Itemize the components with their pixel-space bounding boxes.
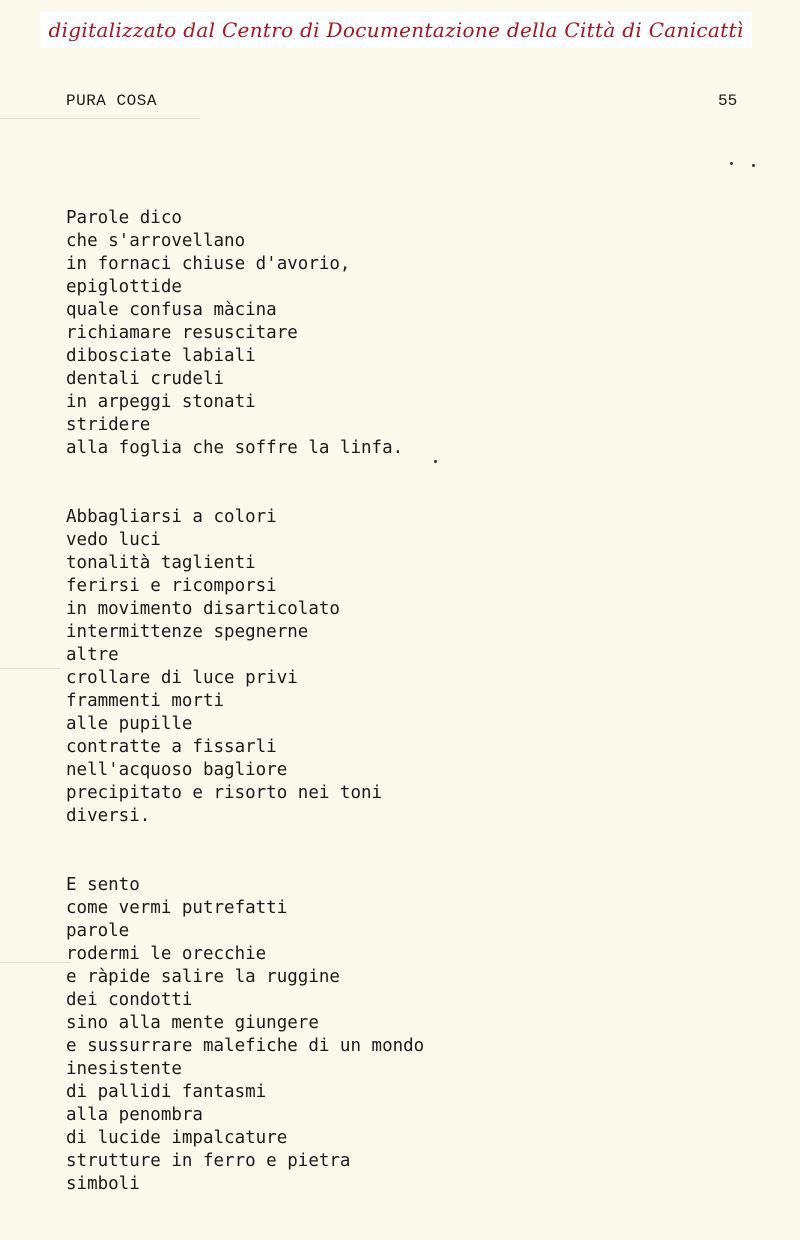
poem-line: alle pupille <box>66 714 193 734</box>
poem-line: nell'acquoso bagliore <box>66 760 288 780</box>
poem-line: frammenti morti <box>66 691 225 711</box>
poem-line: alla foglia che soffre la linfa. <box>66 438 404 458</box>
page-number: 55 <box>718 92 738 110</box>
poem-line: strutture in ferro e pietra <box>66 1151 351 1171</box>
ink-speck <box>752 164 755 167</box>
poem-line: parole <box>66 921 130 941</box>
poem-line: dei condotti <box>66 990 193 1010</box>
stanza-2 <box>66 506 766 828</box>
poem-line: stridere <box>66 415 151 435</box>
poem-line: contratte a fissarli <box>66 737 277 757</box>
poem-line: alla penombra <box>66 1105 203 1125</box>
poem-line: dibosciate labiali <box>66 346 256 366</box>
poem-line: epiglottide <box>66 277 182 297</box>
poem-line: che s'arrovellano <box>66 231 246 251</box>
poem-line: come vermi putrefatti <box>66 898 288 918</box>
ink-speck <box>730 162 733 165</box>
poem-line: vedo luci <box>66 530 161 550</box>
poem-line: in arpeggi stonati <box>66 392 256 412</box>
poem-line: ferirsi e ricomporsi <box>66 576 277 596</box>
poem-line: tonalità taglienti <box>66 553 256 573</box>
stanza-3 <box>66 874 766 1196</box>
poem-line: e sussurrare malefiche di un mondo <box>66 1036 425 1056</box>
poem-line: Parole dico <box>66 208 182 228</box>
poem-line: richiamare resuscitare <box>66 323 298 343</box>
poem-line: in fornaci chiuse d'avorio, <box>66 254 351 274</box>
poem-line: Abbagliarsi a colori <box>66 507 277 527</box>
poem-line: E sento <box>66 875 140 895</box>
poem-line: crollare di luce privi <box>66 668 298 688</box>
poem-body <box>66 207 766 1196</box>
poem-line: sino alla mente giungere <box>66 1013 319 1033</box>
poem-line: altre <box>66 645 119 665</box>
poem-line: inesistente <box>66 1059 182 1079</box>
poem-line: rodermi le orecchie <box>66 944 267 964</box>
poem-line: quale confusa màcina <box>66 300 277 320</box>
paper-fold-line <box>0 668 60 669</box>
poem-line: di pallidi fantasmi <box>66 1082 267 1102</box>
page-title: PURA COSA <box>66 92 157 110</box>
poem-line: intermittenze spegnerne <box>66 622 309 642</box>
stanza-1 <box>66 207 766 460</box>
poem-line: di lucide impalcature <box>66 1128 288 1148</box>
paper-fold-line <box>0 118 200 119</box>
poem-line: simboli <box>66 1174 140 1194</box>
poem-line: diversi. <box>66 806 151 826</box>
poem-line: precipitato e risorto nei toni <box>66 783 383 803</box>
poem-line: in movimento disarticolato <box>66 599 340 619</box>
poem-line: e ràpide salire la ruggine <box>66 967 340 987</box>
poem-line: dentali crudeli <box>66 369 225 389</box>
digitization-watermark: digitalizzato dal Centro di Documentazione della Città di Canicattì <box>40 12 752 48</box>
paper-fold-line <box>0 962 70 963</box>
